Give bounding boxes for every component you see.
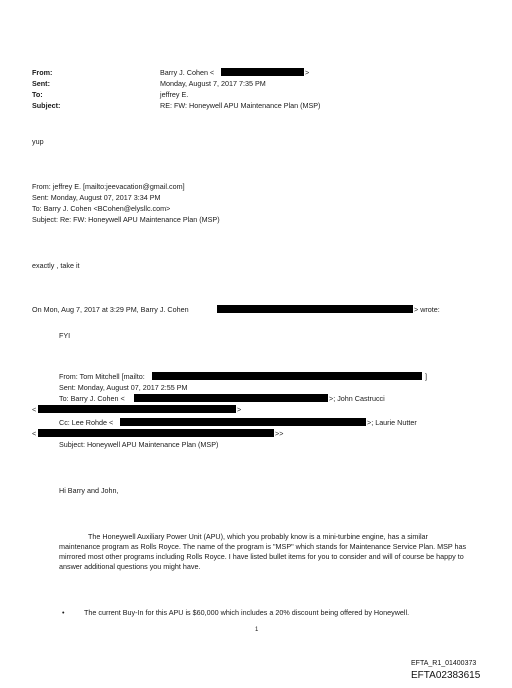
header-from-label: From:: [32, 68, 53, 77]
quote3-to-line2-close: >: [237, 405, 242, 414]
quote3-cc-line2-close: >>: [275, 429, 284, 438]
quote1-subject: Subject: Re: FW: Honeywell APU Maintenance Plan (MSP): [32, 215, 220, 224]
header-subject-value: RE: FW: Honeywell APU Maintenance Plan (MSP): [160, 101, 321, 110]
footer-id-secondary: EFTA02383615: [411, 670, 481, 681]
header-sent-value: Monday, August 7, 2017 7:35 PM: [160, 79, 266, 88]
quote3-to-after: >; John Castrucci: [329, 394, 385, 403]
quote3-cc-after: >; Laurie Nutter: [367, 418, 417, 427]
redaction-bar: [152, 372, 422, 380]
quote1-from: From: jeffrey E. [mailto:jeevacation@gmail.com]: [32, 182, 185, 191]
footer-id-primary: EFTA_R1_01400373: [411, 660, 477, 667]
quote3-sent: Sent: Monday, August 07, 2017 2:55 PM: [59, 383, 188, 392]
quote2-intro: On Mon, Aug 7, 2017 at 3:29 PM, Barry J. Cohen: [32, 305, 189, 314]
quote2-intro-suffix: > wrote:: [414, 305, 440, 314]
letter-paragraph: The Honeywell Auxiliary Power Unit (APU), which you probably know is a mini-turbine engine, has a similar maintenance program as Rolls Royce. The name of the program is "MSP" which stands for Maintenance Service Plan. MSP has mirrored most other programs including Rolls Royce. I have listed bullet items for you to consider and will of course be happy to answer additional questions you might have.: [59, 532, 467, 571]
header-to-label: To:: [32, 90, 43, 99]
quote3-cc: Cc: Lee Rohde <: [59, 418, 114, 427]
quote2-body: FYI: [59, 331, 71, 340]
header-subject-label: Subject:: [32, 101, 61, 110]
header-from-value: Barry J. Cohen <: [160, 68, 215, 77]
bullet-glyph: •: [62, 608, 65, 617]
quote3-subject: Subject: Honeywell APU Maintenance Plan (MSP): [59, 440, 219, 449]
page-number: 1: [255, 627, 259, 633]
redaction-bar: [38, 405, 236, 413]
quote3-to: To: Barry J. Cohen <: [59, 394, 125, 403]
quote3-from-close: ]: [425, 372, 427, 381]
quote1-to: To: Barry J. Cohen <BCohen@elysllc.com>: [32, 204, 171, 213]
header-from-close: >: [305, 68, 310, 77]
redaction-bar: [120, 418, 366, 426]
quote3-to-line2-open: <: [32, 405, 37, 414]
quote3-cc-line2-open: <: [32, 429, 37, 438]
quote1-body: exactly , take it: [32, 261, 80, 270]
redaction-bar: [221, 68, 304, 76]
header-sent-label: Sent:: [32, 79, 50, 88]
redaction-bar: [134, 394, 328, 402]
redaction-bar: [217, 305, 413, 313]
redaction-bar: [38, 429, 274, 437]
reply-body: yup: [32, 137, 44, 146]
bullet-item: The current Buy-In for this APU is $60,000 which includes a 20% discount being offered by Honeywell.: [84, 608, 410, 617]
header-to-value: jeffrey E.: [160, 90, 189, 99]
quote3-from: From: Tom Mitchell [mailto:: [59, 372, 145, 381]
letter-greeting: Hi Barry and John,: [59, 486, 119, 495]
quote1-sent: Sent: Monday, August 07, 2017 3:34 PM: [32, 193, 161, 202]
